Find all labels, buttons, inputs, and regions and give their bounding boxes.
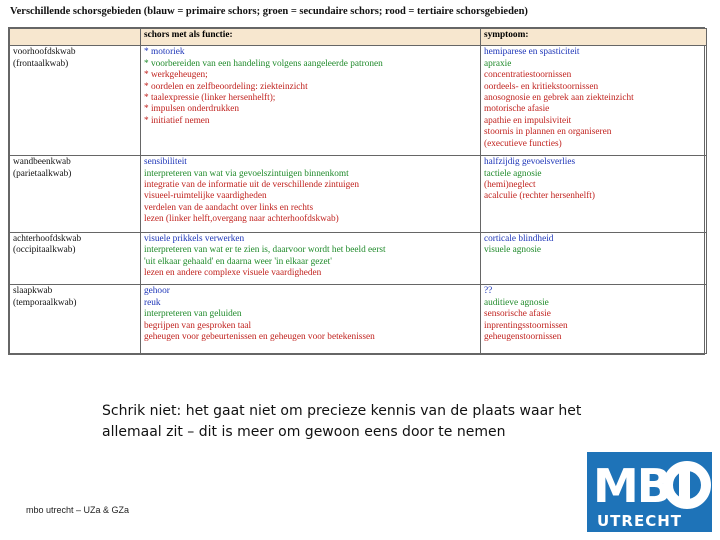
function-item: * initiatief nemen — [144, 115, 210, 126]
function-item: interpreteren van wat er te zien is, daarvoor wordt het beeld eerst — [144, 245, 386, 256]
function-item: sensibiliteit — [144, 157, 187, 168]
function-item: verdelen van de aandacht over links en rechts — [144, 202, 314, 213]
functions-cell — [141, 46, 481, 156]
region-name: voorhoofdskwab — [13, 47, 76, 58]
function-item: lezen (linker helft,overgang naar achterhoofdskwab) — [144, 214, 339, 225]
symptom-item: apathie en impulsiviteit — [484, 115, 572, 126]
symptom-item: (executieve functies) — [484, 138, 562, 149]
symptom-item: ?? — [484, 286, 493, 297]
logo-utrecht-text: UTRECHT — [597, 512, 683, 530]
symptom-item: tactiele agnosie — [484, 168, 542, 179]
function-item: begrijpen van gesproken taal — [144, 320, 252, 331]
symptom-item: concentratiestoornissen — [484, 70, 572, 81]
function-item: 'uit elkaar gehaald' en daarna weer 'in elkaar gezet' — [144, 256, 332, 267]
function-item: * taalexpressie (linker hersenhelft); — [144, 93, 276, 104]
symptom-item: acalculie (rechter hersenhelft) — [484, 191, 595, 202]
function-item: * oordelen en zelfbeoordeling: ziekteinzicht — [144, 81, 308, 92]
symptoms-cell — [481, 233, 707, 285]
header-cell-functions: schors met als functie: — [141, 29, 481, 46]
region-name: (parietaalkwab) — [13, 168, 72, 179]
table-row — [10, 233, 707, 285]
function-item: visuele prikkels verwerken — [144, 234, 245, 244]
table-row — [10, 46, 707, 156]
table-header-row — [10, 29, 707, 46]
region-cell — [10, 233, 141, 285]
region-name: slaapkwab — [13, 286, 53, 297]
symptom-item: apraxie — [484, 58, 512, 69]
symptom-item: hemiparese en spasticiteit — [484, 47, 580, 58]
symptom-item: stoornis in plannen en organiseren — [484, 127, 612, 138]
symptom-item: halfzijdig gevoelsverlies — [484, 157, 576, 168]
mbo-logo-graphic — [587, 452, 712, 532]
function-item: gehoor — [144, 286, 170, 297]
function-item: * impulsen onderdrukken — [144, 104, 240, 115]
function-item: * motoriek — [144, 47, 185, 58]
functions-cell — [141, 285, 481, 354]
function-item: lezen en andere complexe visuele vaardigheden — [144, 268, 322, 279]
symptom-item: corticale blindheid — [484, 234, 554, 244]
mbo-utrecht-logo — [587, 452, 712, 532]
cortex-table — [8, 27, 705, 355]
region-name: (temporaalkwab) — [13, 297, 77, 308]
function-item: geheugen voor gebeurtenissen en geheugen voor betekenissen — [144, 331, 375, 342]
footer-text: mbo utrecht – UZa & GZa — [26, 505, 130, 515]
function-item: reuk — [144, 297, 161, 308]
header-cell-region — [10, 29, 141, 46]
symptom-item: inprentingsstoornissen — [484, 320, 568, 331]
region-name: wandbeenkwab — [13, 157, 71, 168]
symptom-item: auditieve agnosie — [484, 297, 549, 308]
region-name: (occipitaalkwab) — [13, 245, 76, 256]
caption-text: Schrik niet: het gaat niet om precieze kennis van de plaats waar het allemaal zit – dit is meer om gewoon eens door te nemen — [102, 403, 582, 440]
function-item: interpreteren van wat via gevoelszintuigen binnenkomt — [144, 168, 349, 179]
symptom-item: oordeels- en kritiekstoornissen — [484, 81, 599, 92]
region-name: achterhoofdskwab — [13, 234, 82, 244]
symptoms-cell — [481, 156, 707, 233]
functions-cell — [141, 156, 481, 233]
logo-mb-text: MB — [593, 459, 670, 513]
region-cell — [10, 156, 141, 233]
function-item: * voorbereiden van een handeling volgens aangeleerde patronen — [144, 58, 383, 69]
symptom-item: geheugenstoornissen — [484, 331, 562, 342]
table-row — [10, 156, 707, 233]
symptoms-cell — [481, 285, 707, 354]
region-cell — [10, 285, 141, 354]
function-item: interpreteren van geluiden — [144, 309, 242, 320]
function-item: visueel-ruimtelijke vaardigheden — [144, 191, 267, 202]
region-name: (frontaalkwab) — [13, 58, 69, 69]
header-cell-symptoms: symptoom: — [481, 29, 707, 46]
function-item: * werkgeheugen; — [144, 70, 208, 81]
symptom-item: anosognosie en gebrek aan ziekteinzicht — [484, 93, 634, 104]
symptom-item: sensorische afasie — [484, 309, 551, 320]
symptom-item: (hemi)neglect — [484, 179, 536, 190]
symptoms-cell — [481, 46, 707, 156]
logo-o-bar — [679, 471, 690, 501]
symptom-item: motorische afasie — [484, 104, 550, 115]
table-row — [10, 285, 707, 354]
region-cell — [10, 46, 141, 156]
table-heading: Verschillende schorsgebieden (blauw = primaire schors; groen = secundaire schors; rood = tertiaire schorsgebieden) — [10, 6, 528, 17]
symptom-item: visuele agnosie — [484, 245, 542, 256]
functions-cell — [141, 233, 481, 285]
function-item: integratie van de informatie uit de verschillende zintuigen — [144, 179, 360, 190]
